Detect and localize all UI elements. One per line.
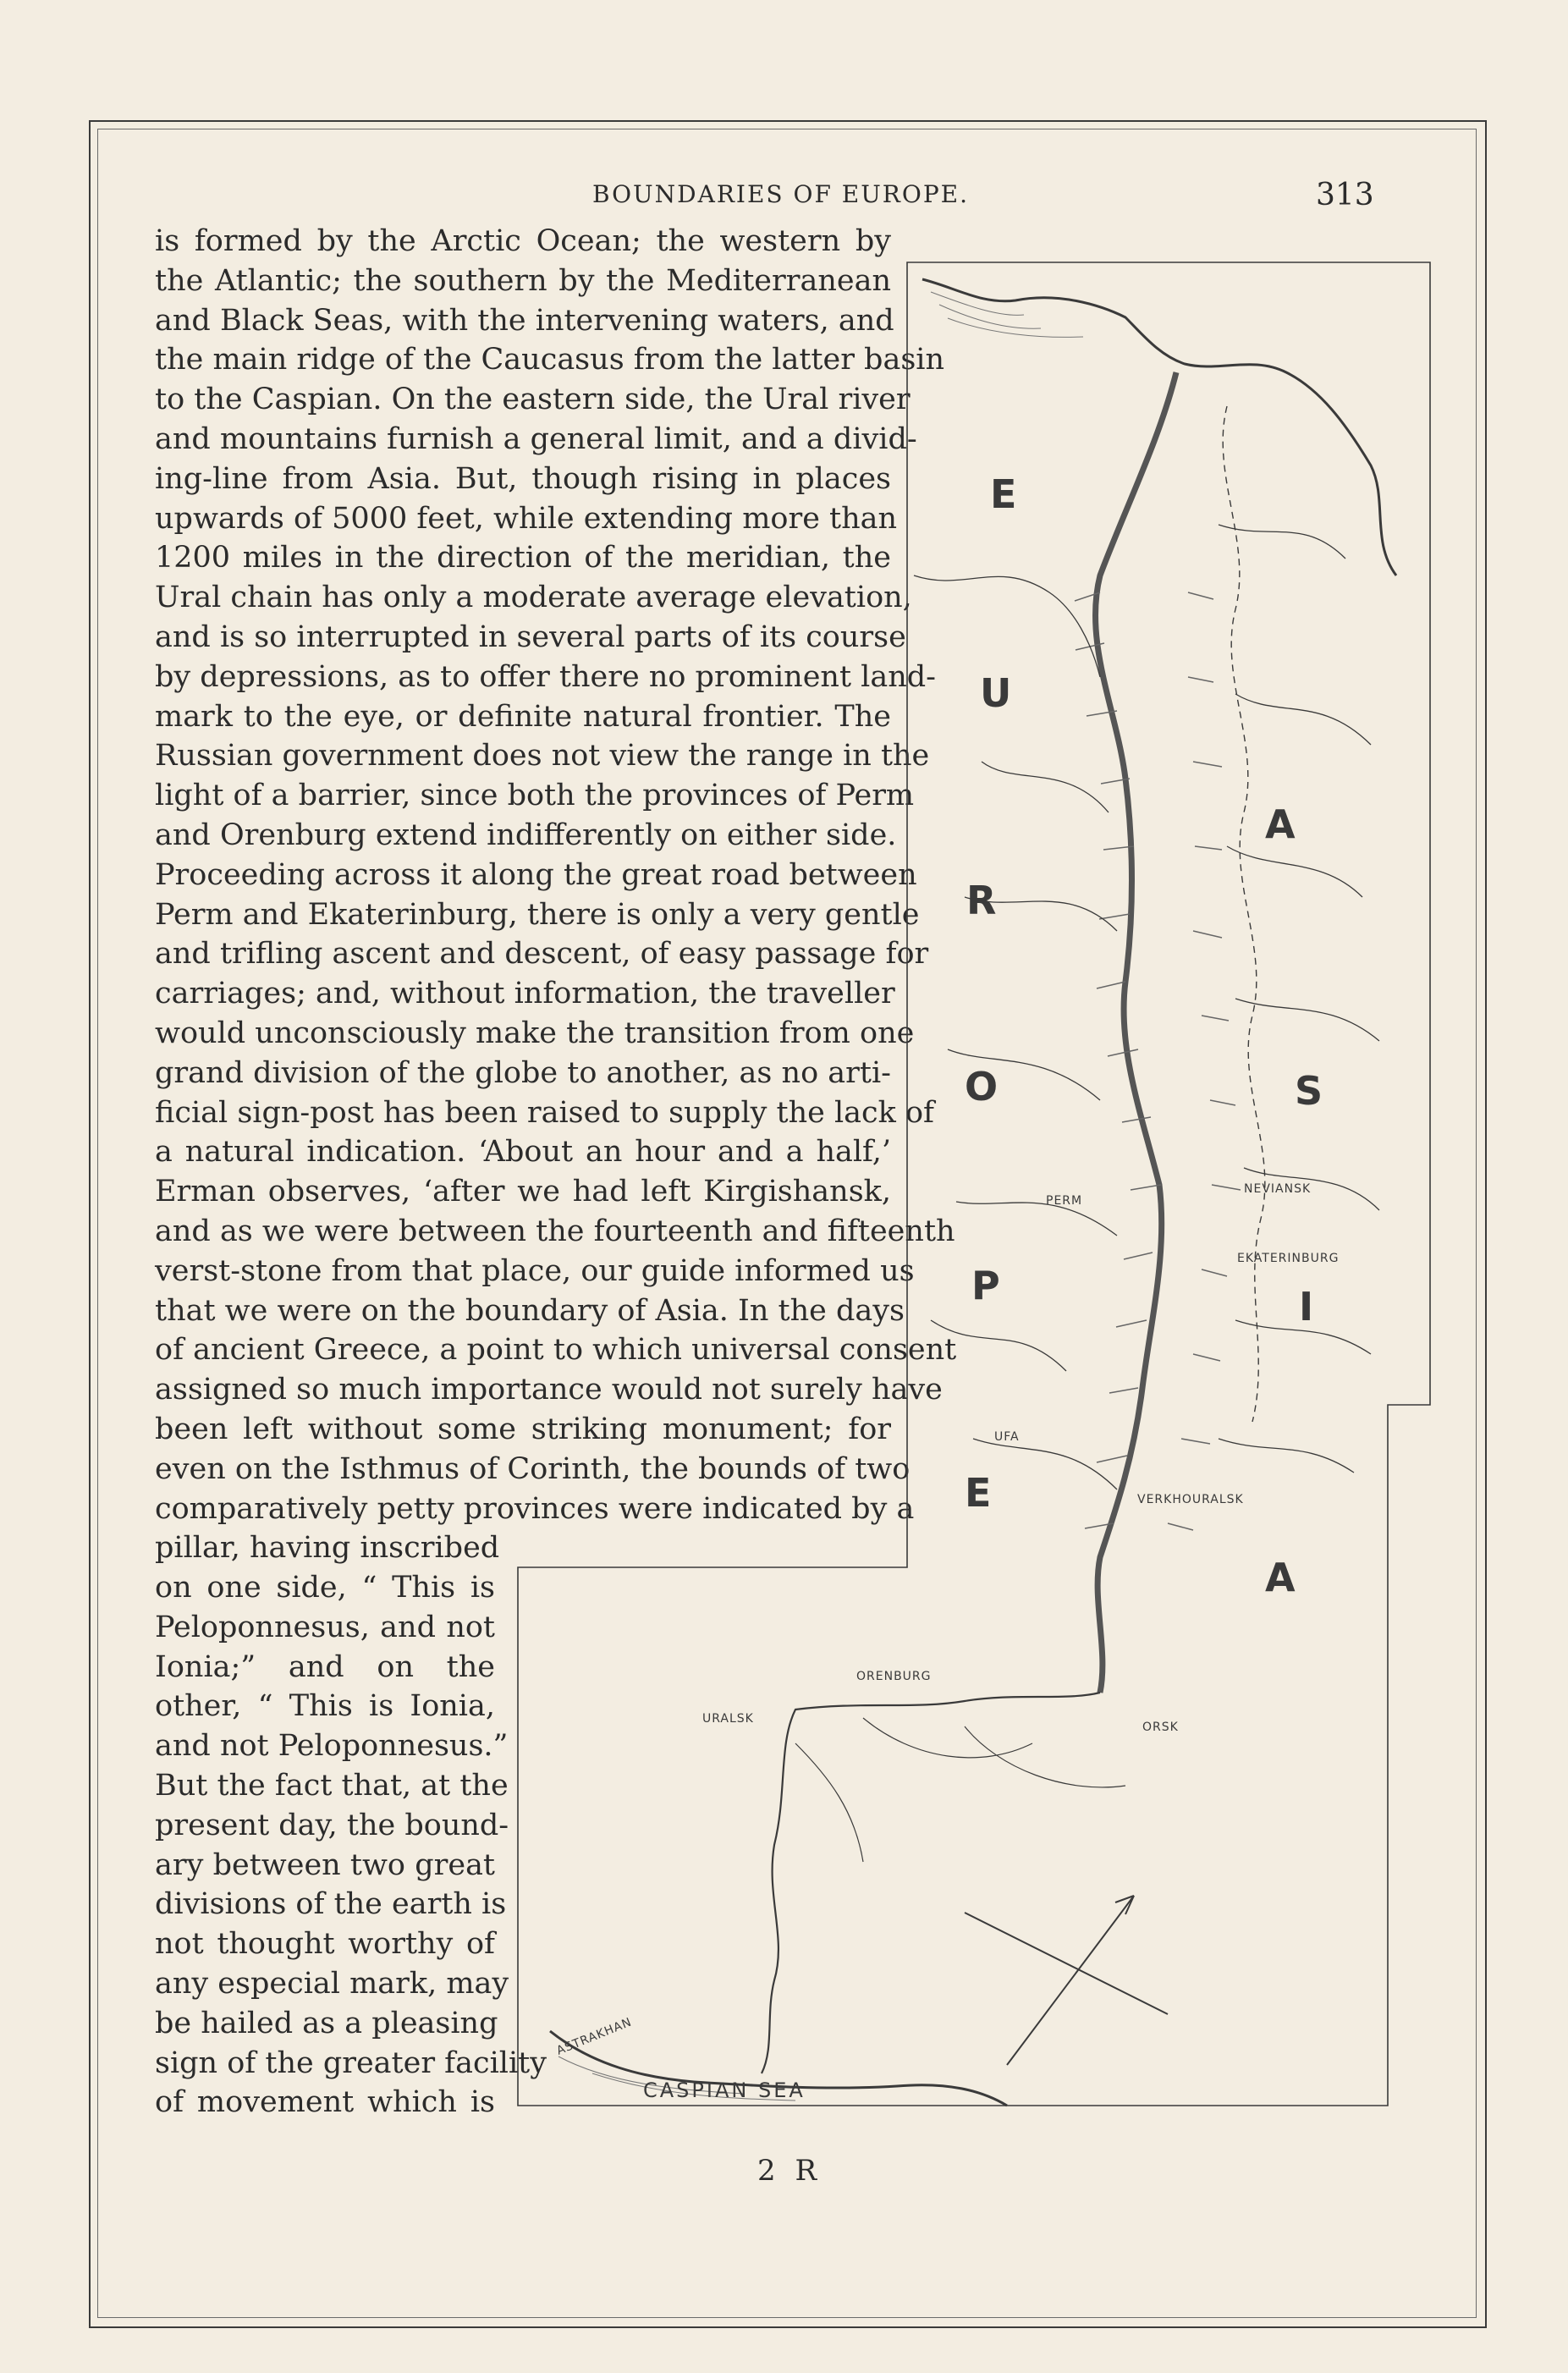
text-line: be hailed as a pleasing <box>155 2006 498 2040</box>
text-line: other, “ This is Ionia, <box>155 1689 495 1724</box>
text-line: would unconsciously make the transition from one <box>155 1016 915 1050</box>
text-line: upwards of 5000 feet, while extending more than <box>155 501 898 536</box>
text-line: grand division of the globe to another, as no arti- <box>155 1055 891 1090</box>
running-head: BOUNDARIES OF EUROPE. <box>592 180 970 208</box>
map-label-orenburg: ORENBURG <box>856 1670 932 1683</box>
map-letter-europe: E <box>990 471 1017 517</box>
text-line: on one side, “ This is <box>155 1571 495 1605</box>
text-line: sign of the greater facility <box>155 2045 547 2080</box>
map-label-nevyansk: NEVIANSK <box>1244 1182 1312 1196</box>
map-label-ufa: UFA <box>994 1430 1020 1444</box>
text-line: to the Caspian. On the eastern side, the Ural river <box>155 383 911 417</box>
map-letter-europe: U <box>980 670 1012 716</box>
text-line: divisions of the earth is <box>155 1887 507 1922</box>
text-line: and Black Seas, with the intervening waters, and <box>155 303 894 338</box>
ural-ridge-hatching <box>1075 592 1241 1530</box>
text-line: ficial sign-post has been raised to supply the lack of <box>155 1095 935 1130</box>
text-line: verst-stone from that place, our guide informed us <box>155 1253 915 1288</box>
map-label-ekaterinburg: EKATERINBURG <box>1237 1252 1340 1265</box>
text-line: a natural indication. ‘About an hour and a half,’ <box>155 1135 891 1170</box>
text-line: and trifling ascent and descent, of easy passage for <box>155 937 929 972</box>
map-label-perm: PERM <box>1046 1194 1083 1208</box>
text-line: ary between two great <box>155 1847 495 1882</box>
text-line: carriages; and, without information, the traveller <box>155 977 895 1011</box>
text-line: not thought worthy of <box>155 1927 495 1962</box>
tributaries-south <box>795 1718 1125 1862</box>
text-line: But the fact that, at the <box>155 1769 509 1803</box>
map-label-verkhouralsk: VERKHOURALSK <box>1137 1493 1244 1506</box>
text-line: Ural chain has only a moderate average elevation, <box>155 581 912 615</box>
text-line: Erman observes, ‘after we had left Kirgishansk, <box>155 1175 891 1209</box>
text-line: of ancient Greece, a point to which universal consent <box>155 1333 957 1368</box>
text-line: the Atlantic; the southern by the Mediterranean <box>155 263 891 298</box>
map-label-caspian-sea: CASPIAN SEA <box>643 2078 806 2102</box>
map-label-astrakhan: ASTRAKHAN <box>554 2015 635 2058</box>
signature-mark: 2 R <box>757 2154 823 2188</box>
map-letter-europe: O <box>965 1064 999 1109</box>
map-label-uralsk: URALSK <box>702 1712 754 1726</box>
text-line: the main ridge of the Caucasus from the latter basin <box>155 343 945 377</box>
asia-boundary-dashed <box>1223 406 1265 1422</box>
text-line: Ionia;” and on the <box>155 1649 495 1684</box>
text-line: 1200 miles in the direction of the meridian, the <box>155 541 891 575</box>
text-line: is formed by the Arctic Ocean; the western by <box>155 224 891 258</box>
text-line: of movement which is <box>155 2085 495 2120</box>
text-line: mark to the eye, or definite natural frontier. The <box>155 699 891 734</box>
text-line: and is so interrupted in several parts of its course <box>155 619 906 654</box>
europe-rivers <box>914 575 1117 1489</box>
text-line: even on the Isthmus of Corinth, the bounds of two <box>155 1451 911 1486</box>
map-letter-asia: A <box>1265 801 1296 847</box>
map-label-orsk: ORSK <box>1142 1721 1179 1734</box>
map-letter-asia: A <box>1265 1555 1296 1600</box>
text-line: and not Peloponnesus.” <box>155 1729 509 1764</box>
text-line: pillar, having inscribed <box>155 1531 500 1566</box>
map-letter-asia: I <box>1299 1284 1314 1330</box>
text-line: and as we were between the fourteenth and fifteenth <box>155 1214 955 1248</box>
text-line: and Orenburg extend indifferently on either side. <box>155 818 897 852</box>
text-line: by depressions, as to offer there no prominent land- <box>155 659 936 694</box>
asia-rivers <box>1219 525 1379 1473</box>
map-letter-europe: R <box>966 878 997 923</box>
text-line: and mountains furnish a general limit, and a divid- <box>155 421 917 456</box>
text-line: Peloponnesus, and not <box>155 1610 495 1644</box>
text-line: comparatively petty provinces were indicated by a <box>155 1491 915 1526</box>
text-line: that we were on the boundary of Asia. In the days <box>155 1293 905 1328</box>
map-letter-europe: P <box>971 1263 1000 1308</box>
text-line: light of a barrier, since both the provinces of Perm <box>155 779 915 813</box>
text-line: Perm and Ekaterinburg, there is only a very gentle <box>155 897 920 932</box>
page-number: 313 <box>1316 178 1374 212</box>
text-line: been left without some striking monument; for <box>155 1412 891 1446</box>
text-line: any especial mark, may <box>155 1967 509 2001</box>
compass-cross <box>965 1896 1168 2065</box>
text-line: Proceeding across it along the great road between <box>155 857 917 892</box>
ural-river <box>762 1693 1100 2073</box>
text-line: present day, the bound- <box>155 1808 509 1842</box>
text-line: ing-line from Asia. But, though rising in places <box>155 461 891 496</box>
text-line: Russian government does not view the range in the <box>155 739 930 774</box>
text-line: assigned so much importance would not surely have <box>155 1373 943 1407</box>
map-letter-asia: S <box>1295 1068 1323 1114</box>
map-letter-europe: E <box>965 1470 992 1516</box>
